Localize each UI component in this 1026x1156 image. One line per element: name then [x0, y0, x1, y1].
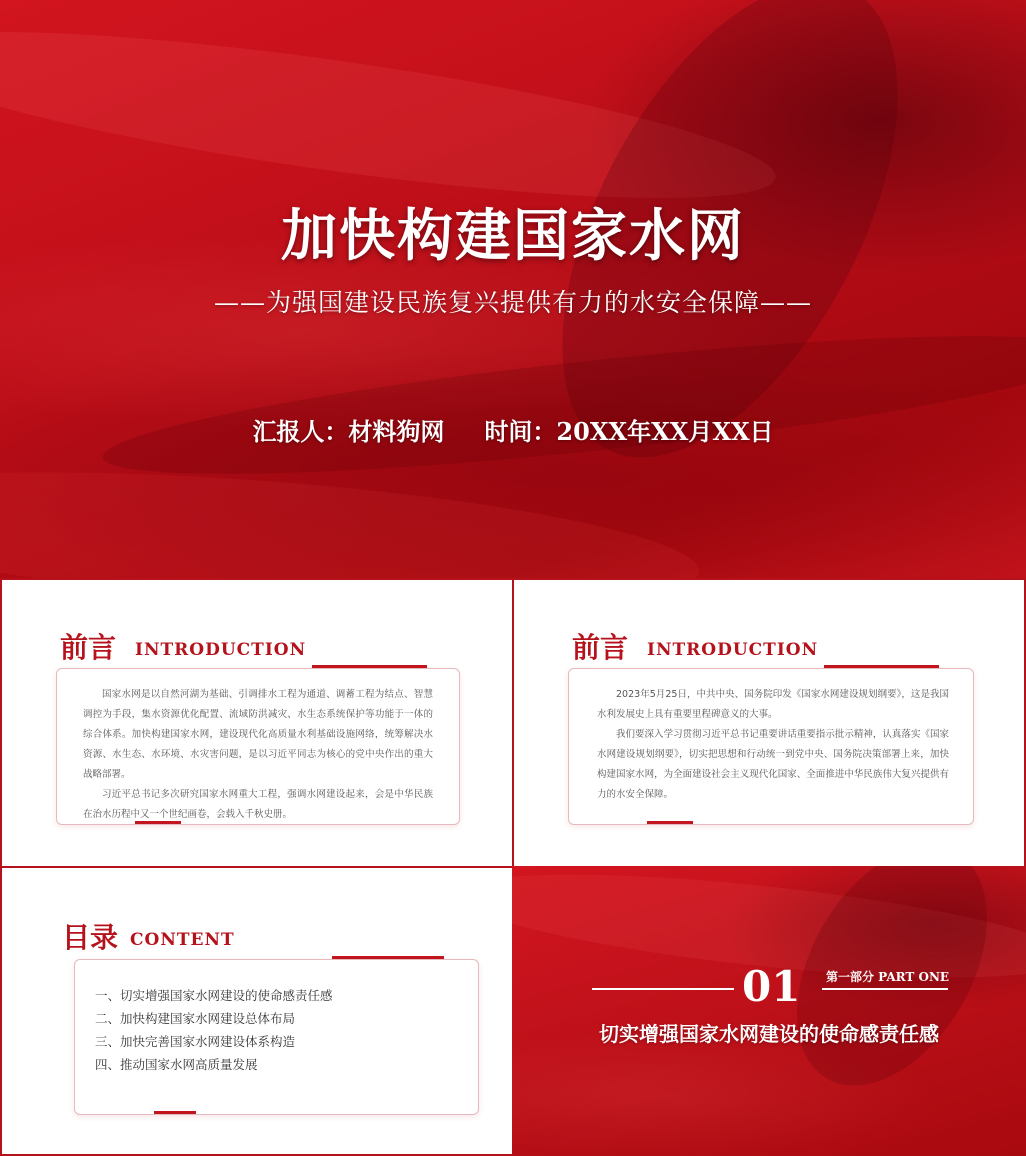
toc-heading-cn: 目录	[62, 921, 119, 954]
report-meta	[0, 412, 1026, 447]
section-slide[interactable]	[512, 866, 1026, 1156]
section-rule-left	[592, 988, 734, 990]
time-text: 时间：20XX年XX月XX日	[484, 417, 774, 446]
intro-paragraph: 我们要深入学习贯彻习近平总书记重要讲话重要指示批示精神，认真落实《国家水网建设规划纲要》，切实把思想和行动统一到党中央、国务院决策部署上来，加快构建国家水网，为全面建设社会主义现代化国家、全面推进中华民族伟大复兴提供有力的水安全保障。	[597, 729, 949, 800]
accent-bar	[647, 821, 693, 824]
section-number: 01	[742, 962, 801, 1011]
intro-paragraph: 习近平总书记多次研究国家水网重大工程，强调水网建设起来，会是中华民族在治水历程中又一个世纪画卷，会载入千秋史册。	[83, 789, 433, 820]
toc-item[interactable]: 三、加快完善国家水网建设体系构造	[95, 1034, 296, 1049]
intro-heading-en: INTRODUCTION	[647, 640, 819, 660]
intro-heading-cn: 前言	[60, 631, 117, 664]
toc-item[interactable]: 二、加快构建国家水网建设总体布局	[95, 1011, 296, 1026]
intro-heading-cn: 前言	[572, 631, 629, 664]
accent-bar	[154, 1111, 196, 1114]
toc-heading-en: CONTENT	[130, 930, 235, 950]
section-part-label: 第一部分 PART ONE	[826, 970, 950, 984]
toc-box	[74, 959, 479, 1115]
intro-slide-2[interactable]	[512, 578, 1026, 868]
toc-slide[interactable]	[0, 866, 514, 1156]
toc-item[interactable]: 一、切实增强国家水网建设的使命感责任感	[95, 988, 333, 1003]
intro-slide-1[interactable]	[0, 578, 514, 868]
intro-text-box	[56, 668, 460, 825]
intro-heading-en: INTRODUCTION	[135, 640, 307, 660]
intro-paragraph: 国家水网是以自然河湖为基础、引调排水工程为通道、调蓄工程为结点、智慧调控为手段，集水资源优化配置、流域防洪减灾、水生态系统保护等功能于一体的综合体系。加快构建国家水网，建设现代化高质量水利基础设施网络，统筹解决水资源、水生态、水环境、水灾害问题，是以习近平同志为核心的党中央作出的重大战略部署。	[83, 689, 433, 780]
main-subtitle: ——为强国建设民族复兴提供有力的水安全保障——	[213, 288, 812, 317]
reporter-text: 汇报人：材料狗网	[252, 417, 445, 446]
toc-item[interactable]: 四、推动国家水网高质量发展	[95, 1057, 258, 1072]
section-rule-right	[822, 988, 948, 990]
intro-text-box	[568, 668, 974, 825]
accent-bar	[135, 821, 181, 824]
main-title: 加快构建国家水网	[281, 203, 745, 269]
section-title: 切实增强国家水网建设的使命感责任感	[599, 1022, 939, 1046]
intro-paragraph: 2023年5月25日，中共中央、国务院印发《国家水网建设规划纲要》，这是我国水利发展史上具有重要里程碑意义的大事。	[597, 689, 949, 720]
